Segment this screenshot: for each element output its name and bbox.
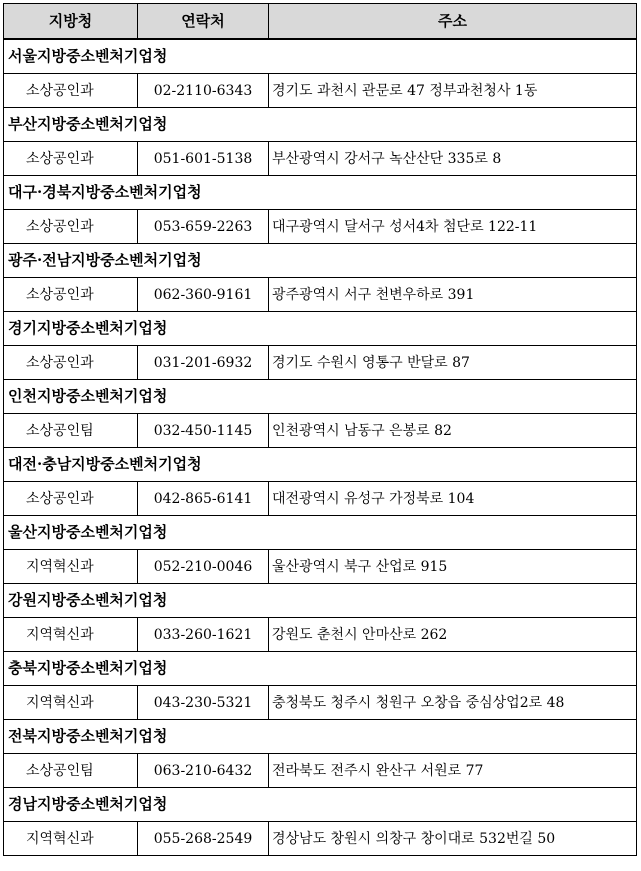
phone-cell: 052-210-0046 <box>138 550 269 584</box>
phone-cell: 062-360-9161 <box>138 278 269 312</box>
header-contact: 연락처 <box>138 4 269 40</box>
department-cell: 소상공인과 <box>4 210 138 244</box>
department-cell: 지역혁신과 <box>4 550 138 584</box>
office-region-name: 전북지방중소벤처기업청 <box>4 720 637 754</box>
phone-cell: 063-210-6432 <box>138 754 269 788</box>
address-cell: 부산광역시 강서구 녹산산단 335로 8 <box>269 142 637 176</box>
office-region-name: 대전·충남지방중소벤처기업청 <box>4 448 637 482</box>
phone-cell: 031-201-6932 <box>138 346 269 380</box>
phone-cell: 043-230-5321 <box>138 686 269 720</box>
office-detail-row <box>4 550 637 584</box>
office-group-row <box>4 652 637 686</box>
department-cell: 지역혁신과 <box>4 618 138 652</box>
department-cell: 소상공인과 <box>4 482 138 516</box>
phone-cell: 02-2110-6343 <box>138 74 269 108</box>
office-detail-row <box>4 74 637 108</box>
office-detail-row <box>4 686 637 720</box>
office-region-name: 충북지방중소벤처기업청 <box>4 652 637 686</box>
phone-cell: 032-450-1145 <box>138 414 269 448</box>
phone-cell: 053-659-2263 <box>138 210 269 244</box>
office-detail-row <box>4 618 637 652</box>
department-cell: 소상공인과 <box>4 142 138 176</box>
address-cell: 광주광역시 서구 천변우하로 391 <box>269 278 637 312</box>
office-region-name: 경남지방중소벤처기업청 <box>4 788 637 822</box>
address-cell: 경기도 수원시 영통구 반달로 87 <box>269 346 637 380</box>
office-region-name: 경기지방중소벤처기업청 <box>4 312 637 346</box>
address-cell: 경상남도 창원시 의창구 창이대로 532번길 50 <box>269 822 637 856</box>
office-region-name: 울산지방중소벤처기업청 <box>4 516 637 550</box>
office-group-row <box>4 312 637 346</box>
office-detail-row <box>4 414 637 448</box>
header-row <box>4 4 637 40</box>
office-group-row <box>4 176 637 210</box>
office-list <box>4 39 637 856</box>
office-detail-row <box>4 482 637 516</box>
office-region-name: 인천지방중소벤처기업청 <box>4 380 637 414</box>
address-cell: 전라북도 전주시 완산구 서원로 77 <box>269 754 637 788</box>
department-cell: 지역혁신과 <box>4 686 138 720</box>
department-cell: 지역혁신과 <box>4 822 138 856</box>
office-group-row <box>4 788 637 822</box>
office-group-row <box>4 448 637 482</box>
header-address: 주소 <box>269 4 637 40</box>
office-region-name: 부산지방중소벤처기업청 <box>4 108 637 142</box>
office-group-row <box>4 516 637 550</box>
address-cell: 대구광역시 달서구 성서4차 첨단로 122-11 <box>269 210 637 244</box>
office-detail-row <box>4 754 637 788</box>
address-cell: 인천광역시 남동구 은봉로 82 <box>269 414 637 448</box>
office-region-name: 대구·경북지방중소벤처기업청 <box>4 176 637 210</box>
address-cell: 강원도 춘천시 안마산로 262 <box>269 618 637 652</box>
office-group-row <box>4 108 637 142</box>
office-region-name: 광주·전남지방중소벤처기업청 <box>4 244 637 278</box>
department-cell: 소상공인과 <box>4 74 138 108</box>
address-cell: 대전광역시 유성구 가정북로 104 <box>269 482 637 516</box>
office-region-name: 서울지방중소벤처기업청 <box>4 39 637 74</box>
address-cell: 울산광역시 북구 산업로 915 <box>269 550 637 584</box>
address-cell: 경기도 과천시 관문로 47 정부과천청사 1동 <box>269 74 637 108</box>
office-region-name: 강원지방중소벤처기업청 <box>4 584 637 618</box>
office-group-row <box>4 39 637 74</box>
office-group-row <box>4 244 637 278</box>
office-detail-row <box>4 822 637 856</box>
phone-cell: 055-268-2549 <box>138 822 269 856</box>
office-detail-row <box>4 346 637 380</box>
department-cell: 소상공인팀 <box>4 414 138 448</box>
office-contact-table <box>3 3 637 856</box>
phone-cell: 042-865-6141 <box>138 482 269 516</box>
address-cell: 충청북도 청주시 청원구 오창읍 중심상업2로 48 <box>269 686 637 720</box>
office-group-row <box>4 720 637 754</box>
office-detail-row <box>4 142 637 176</box>
office-detail-row <box>4 278 637 312</box>
office-detail-row <box>4 210 637 244</box>
department-cell: 소상공인과 <box>4 346 138 380</box>
office-group-row <box>4 584 637 618</box>
header-office: 지방청 <box>4 4 138 40</box>
office-group-row <box>4 380 637 414</box>
phone-cell: 033-260-1621 <box>138 618 269 652</box>
phone-cell: 051-601-5138 <box>138 142 269 176</box>
department-cell: 소상공인팀 <box>4 754 138 788</box>
department-cell: 소상공인과 <box>4 278 138 312</box>
